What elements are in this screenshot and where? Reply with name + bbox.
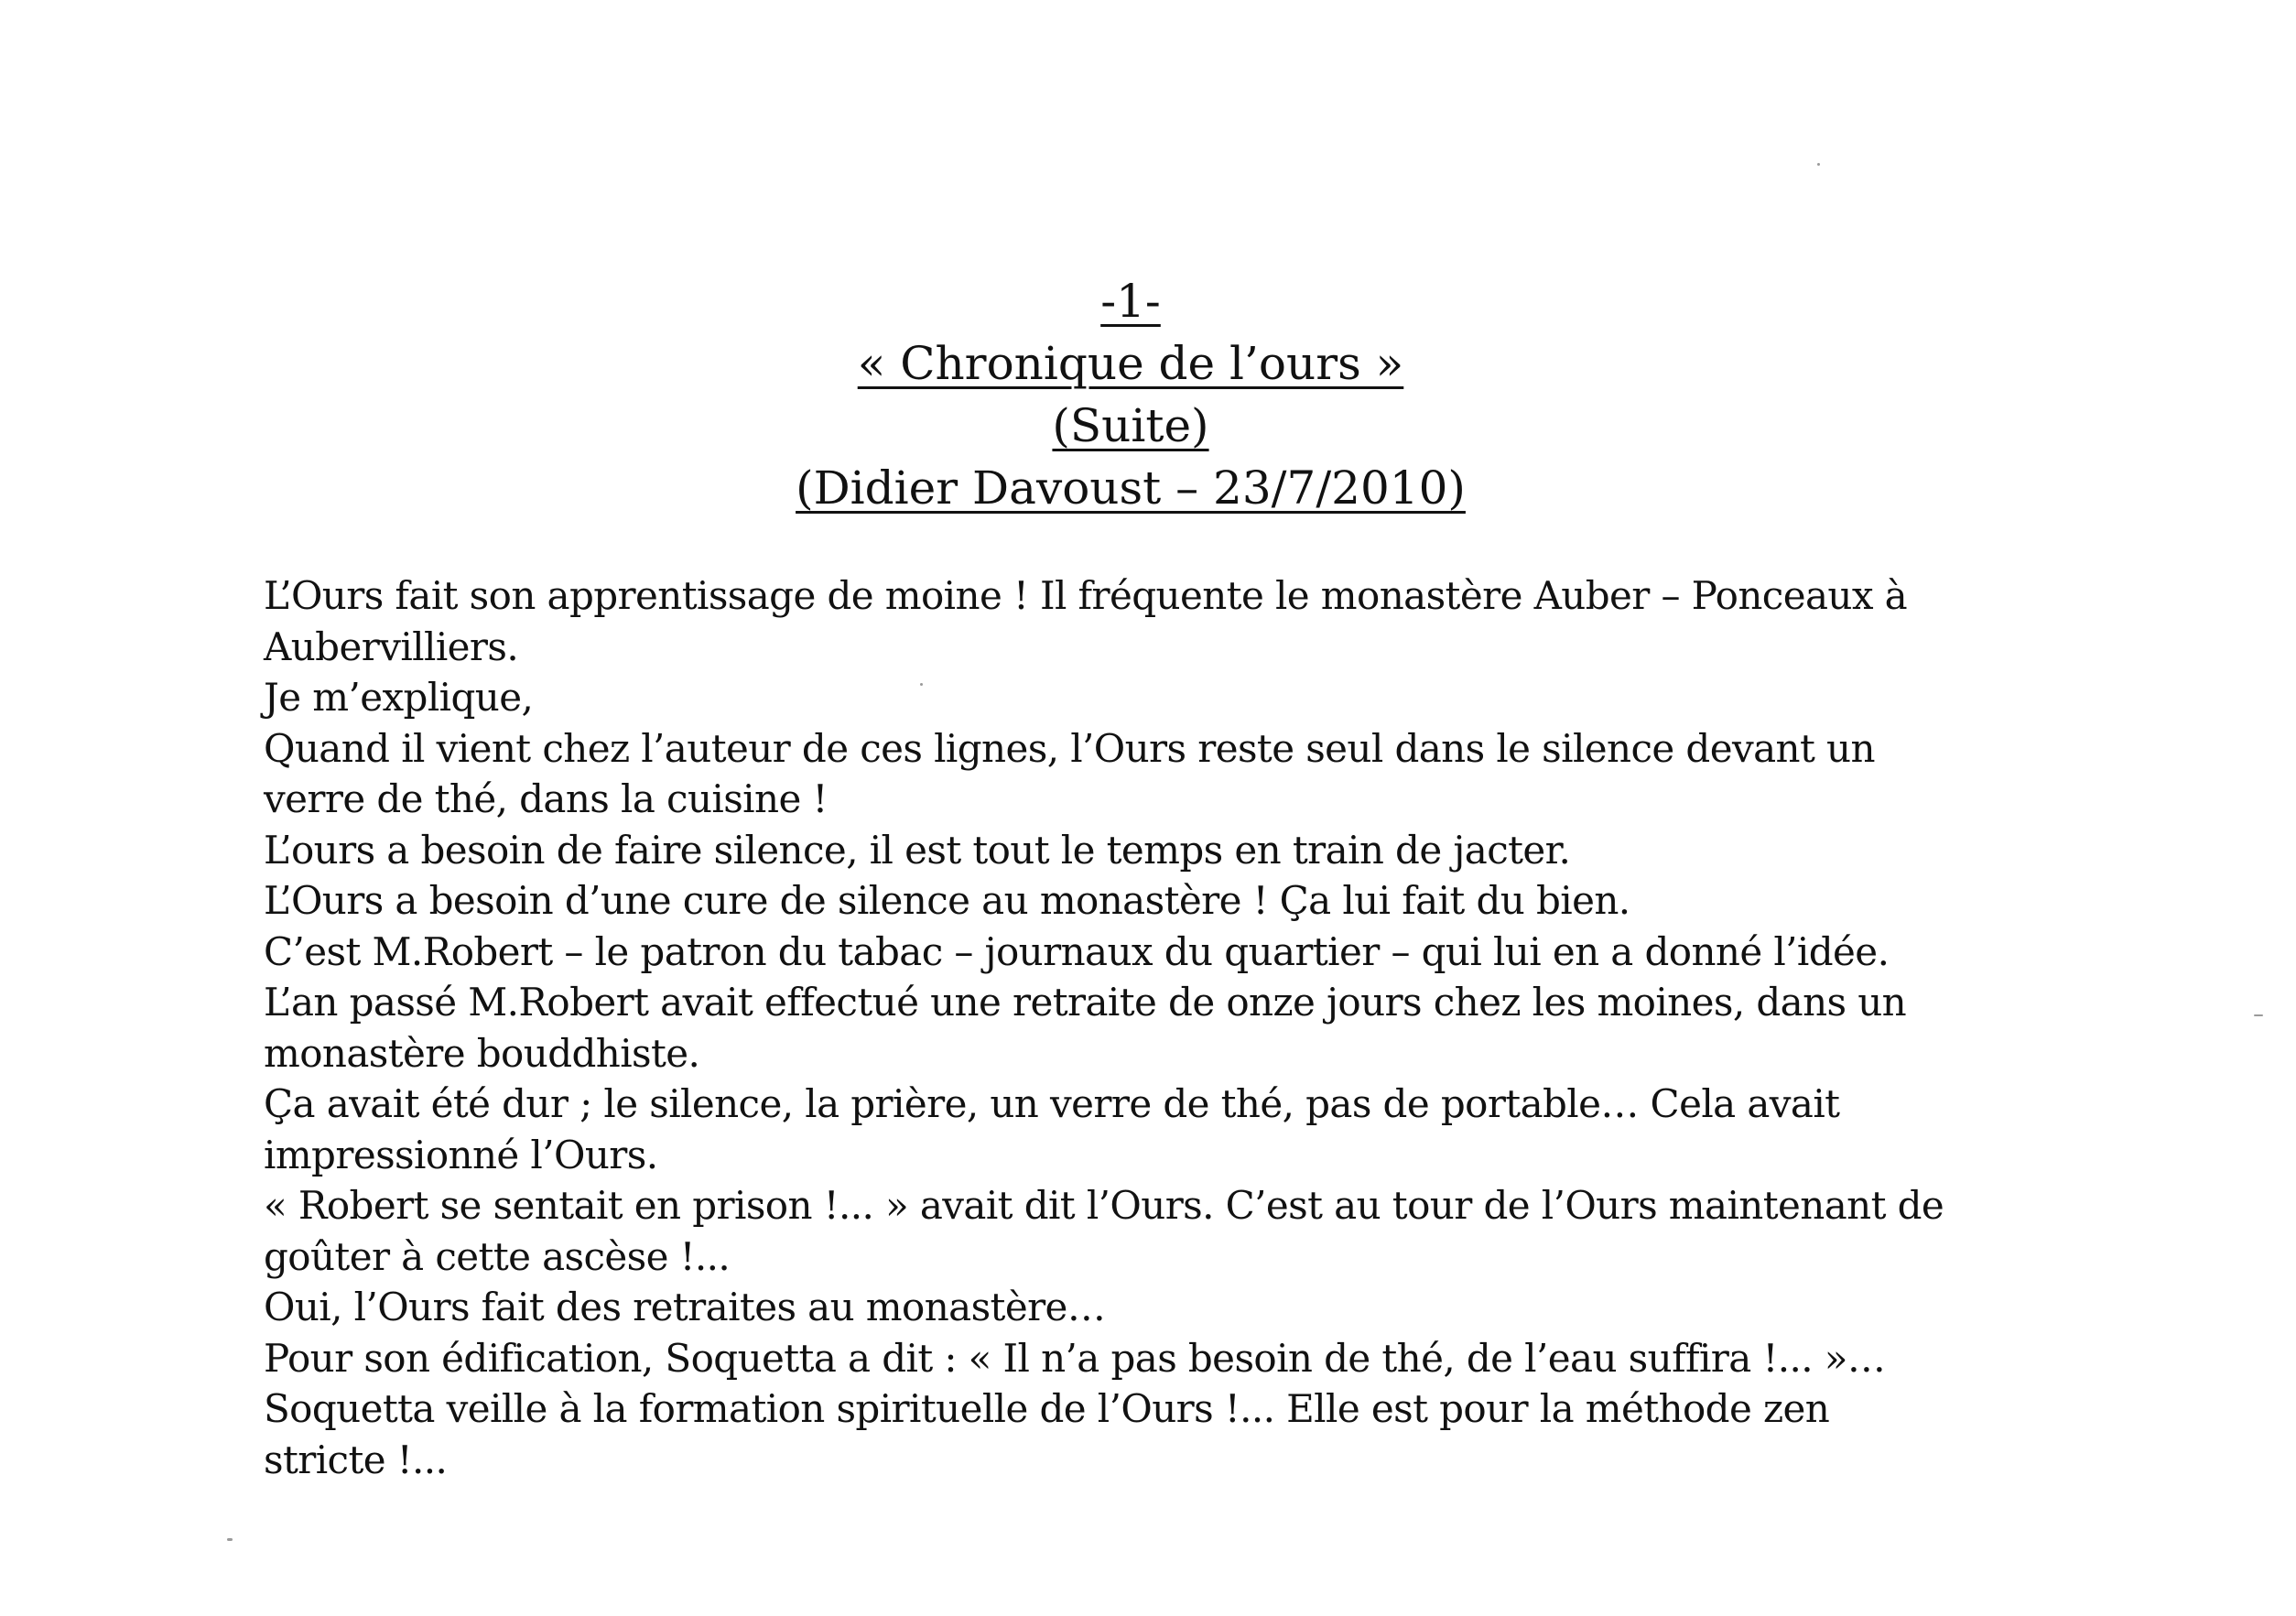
document-title: « Chronique de l’ours » <box>857 337 1404 390</box>
text-line: L’Ours fait son apprentissage de moine ! Il fréquente le monastère Auber – Ponceaux à <box>264 573 1908 618</box>
text-line: verre de thé, dans la cuisine ! <box>264 776 828 821</box>
text-line: L’ours a besoin de faire silence, il est tout le temps en train de jacter. <box>264 827 1571 873</box>
text-line: goûter à cette ascèse !... <box>264 1233 731 1279</box>
document-header <box>0 270 2261 519</box>
text-line: stricte !... <box>264 1437 448 1482</box>
text-line: Pour son édification, Soquetta a dit : « Il n’a pas besoin de thé, de l’eau suffira !... »… <box>264 1335 1886 1381</box>
scan-speck <box>227 1538 233 1541</box>
text-line: C’est M.Robert – le patron du tabac – journaux du quartier – qui lui en a donné l’idée. <box>264 928 1890 974</box>
page-number: -1- <box>1100 275 1161 328</box>
text-line: Oui, l’Ours fait des retraites au monastère… <box>264 1285 1106 1329</box>
text-line: Quand il vient chez l’auteur de ces lignes, l’Ours reste seul dans le silence devant un <box>264 725 1875 771</box>
text-line: Soquetta veille à la formation spirituelle de l’Ours !... Elle est pour la méthode zen <box>264 1386 1830 1431</box>
body-text <box>264 570 2003 1485</box>
author-date: (Didier Davoust – 23/7/2010) <box>796 461 1466 515</box>
text-line: impressionné l’Ours. <box>264 1132 658 1177</box>
text-line: Ça avait été dur ; le silence, la prière, un verre de thé, pas de portable… Cela avait <box>264 1081 1840 1126</box>
text-line: Je m’explique, <box>264 675 534 720</box>
document-subtitle: (Suite) <box>1052 399 1209 452</box>
scan-speck <box>2254 1014 2263 1016</box>
text-line: L’Ours a besoin d’une cure de silence au monastère ! Ça lui fait du bien. <box>264 878 1630 923</box>
text-line: Aubervilliers. <box>264 624 519 669</box>
text-line: L’an passé M.Robert avait effectué une retraite de onze jours chez les moines, dans un <box>264 980 1907 1025</box>
scan-speck <box>920 683 923 686</box>
scan-speck <box>1817 163 1820 166</box>
text-line: monastère bouddhiste. <box>264 1030 700 1076</box>
text-line: « Robert se sentait en prison !... » avait dit l’Ours. C’est au tour de l’Ours maintenant de <box>264 1183 1944 1228</box>
